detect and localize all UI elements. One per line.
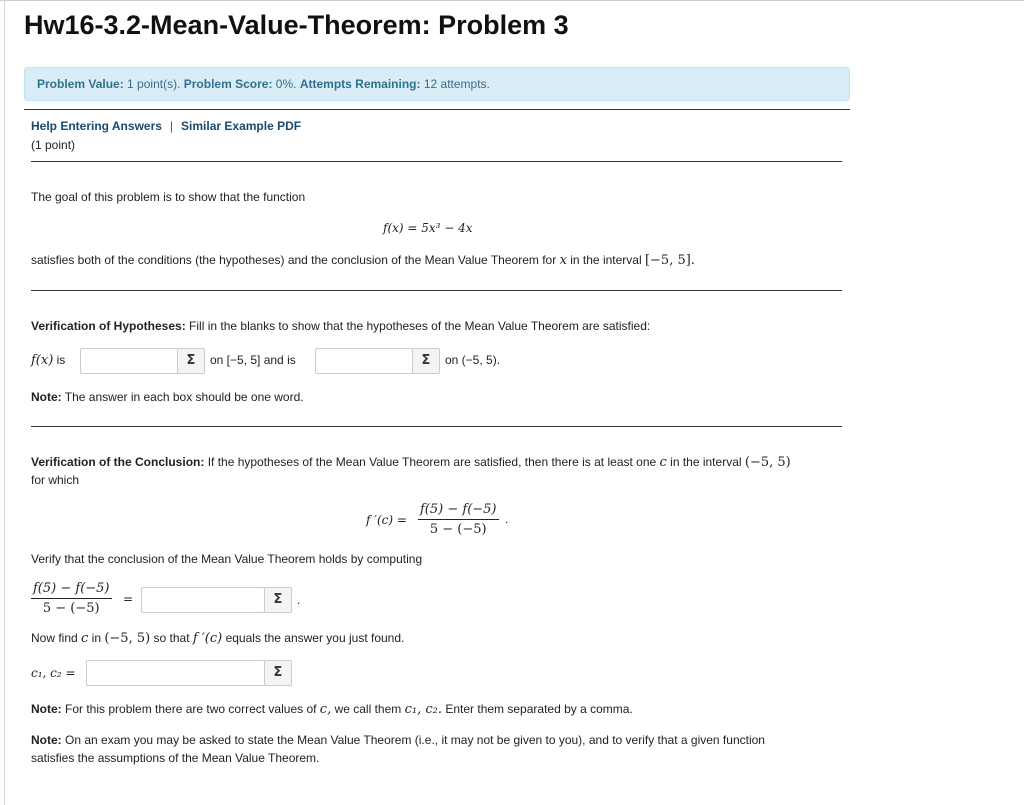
var-c: c	[659, 455, 667, 470]
similar-example-pdf-link[interactable]: Similar Example PDF	[181, 119, 302, 133]
hypotheses-note-label: Note:	[31, 390, 62, 404]
fx-symbol: f(x)	[31, 353, 54, 368]
divider	[31, 161, 842, 162]
c1-c2-label: c₁, c₂ =	[31, 666, 76, 680]
compute-period: .	[297, 593, 301, 607]
hypothesis-answer-input-1[interactable]	[80, 348, 178, 374]
page-title: Hw16-3.2-Mean-Value-Theorem: Problem 3	[24, 10, 569, 40]
c-values-note	[31, 702, 633, 717]
is-text: is	[56, 353, 66, 367]
now-find-c: c	[81, 631, 89, 646]
difference-quotient-input[interactable]	[141, 587, 265, 613]
fraction-numerator: f(5) − f(−5)	[420, 502, 497, 517]
hypothesis-answer-input-2[interactable]	[315, 348, 413, 374]
problem-value-label: Problem Value:	[37, 77, 124, 91]
c-values-note-label: Note:	[31, 702, 62, 716]
now-find-3: so that	[153, 631, 190, 645]
now-find-fprime: f ′(c)	[192, 631, 223, 646]
left-border	[4, 0, 5, 805]
equals-sign: =	[123, 592, 134, 606]
compute-numerator: f(5) − f(−5)	[33, 581, 110, 596]
equation-editor-button-3[interactable]: Σ	[264, 587, 292, 613]
top-border	[0, 0, 1024, 1]
now-find-text	[31, 631, 404, 646]
c-values-note-text-a: For this problem there are two correct values of	[65, 702, 317, 716]
now-find-2: in	[91, 631, 101, 645]
conclusion-intro	[31, 455, 791, 470]
hypotheses-text: Fill in the blanks to show that the hypotheses of the Mean Value Theorem are satisfied:	[189, 319, 651, 333]
link-separator: |	[169, 119, 174, 133]
now-find-interval: (−5, 5)	[104, 631, 151, 646]
intro-satisfies	[31, 253, 695, 268]
attempts-remaining: 12 attempts.	[423, 77, 490, 91]
help-entering-answers-link[interactable]: Help Entering Answers	[31, 119, 162, 133]
hypotheses-heading: Verification of Hypotheses:	[31, 319, 186, 333]
function-definition: f(x) = 5x³ − 4x	[383, 221, 473, 235]
fraction-period: .	[505, 512, 509, 526]
now-find-4: equals the answer you just found.	[225, 631, 405, 645]
problem-score: 0%.	[275, 77, 297, 91]
equation-editor-button-2[interactable]: Σ	[412, 348, 440, 374]
on-closed-interval-text: on [−5, 5] and is	[210, 353, 296, 367]
divider	[24, 109, 850, 110]
equation-editor-button-1[interactable]: Σ	[177, 348, 205, 374]
compute-fraction	[31, 581, 112, 616]
verify-text: Verify that the conclusion of the Mean Value Theorem holds by computing	[31, 552, 423, 566]
c-values-input[interactable]	[86, 660, 265, 686]
in-interval-text: in the interval	[570, 253, 642, 267]
hypotheses-intro	[31, 319, 650, 333]
attempts-remaining-label: Attempts Remaining:	[299, 77, 421, 91]
exam-note-label: Note:	[31, 733, 62, 747]
c-values-note-text-b: we call them	[334, 702, 402, 716]
points-note: (1 point)	[31, 138, 76, 152]
c-values-note-text-c: Enter them separated by a comma.	[445, 702, 633, 716]
fraction-denominator: 5 − (−5)	[429, 522, 487, 537]
problem-score-label: Problem Score:	[183, 77, 273, 91]
problem-value: 1 point(s).	[127, 77, 181, 91]
compute-fraction-bar	[31, 598, 112, 599]
interval-open: (−5, 5)	[744, 455, 791, 470]
hypotheses-note	[31, 390, 304, 404]
mvt-fraction	[418, 502, 499, 537]
fx-is-label	[31, 353, 65, 368]
exam-note-line-2: satisfies the assumptions of the Mean Value Theorem.	[31, 751, 320, 765]
compute-denominator: 5 − (−5)	[42, 601, 100, 616]
help-links	[31, 119, 301, 133]
c-values-note-c1c2: c₁, c₂.	[404, 702, 442, 717]
problem-info-bar	[24, 67, 850, 101]
divider	[31, 426, 842, 427]
conclusion-heading: Verification of the Conclusion:	[31, 455, 205, 469]
intro-text: The goal of this problem is to show that the function	[31, 190, 306, 204]
hypotheses-note-text: The answer in each box should be one word.	[64, 390, 304, 404]
now-find-1: Now find	[31, 631, 78, 645]
equation-editor-button-4[interactable]: Σ	[264, 660, 292, 686]
c-values-note-c: c,	[319, 702, 332, 717]
for-which-text: for which	[31, 473, 80, 487]
conclusion-text-2: in the interval	[670, 455, 742, 469]
on-open-interval-text: on (−5, 5).	[445, 353, 501, 367]
fraction-bar	[418, 519, 499, 520]
conclusion-text: If the hypotheses of the Mean Value Theorem are satisfied, then there is at least one	[207, 455, 657, 469]
var-x: x	[559, 253, 567, 268]
exam-note	[31, 733, 765, 747]
satisfies-text: satisfies both of the conditions (the hypotheses) and the conclusion of the Mean Value Theorem for	[31, 253, 557, 267]
fprime-c-label: f ′(c) =	[366, 513, 407, 527]
interval-closed: [−5, 5].	[644, 253, 695, 268]
divider	[31, 290, 842, 291]
exam-note-line-1: On an exam you may be asked to state the Mean Value Theorem (i.e., it may not be given to you), and to verify that a given function	[65, 733, 765, 747]
